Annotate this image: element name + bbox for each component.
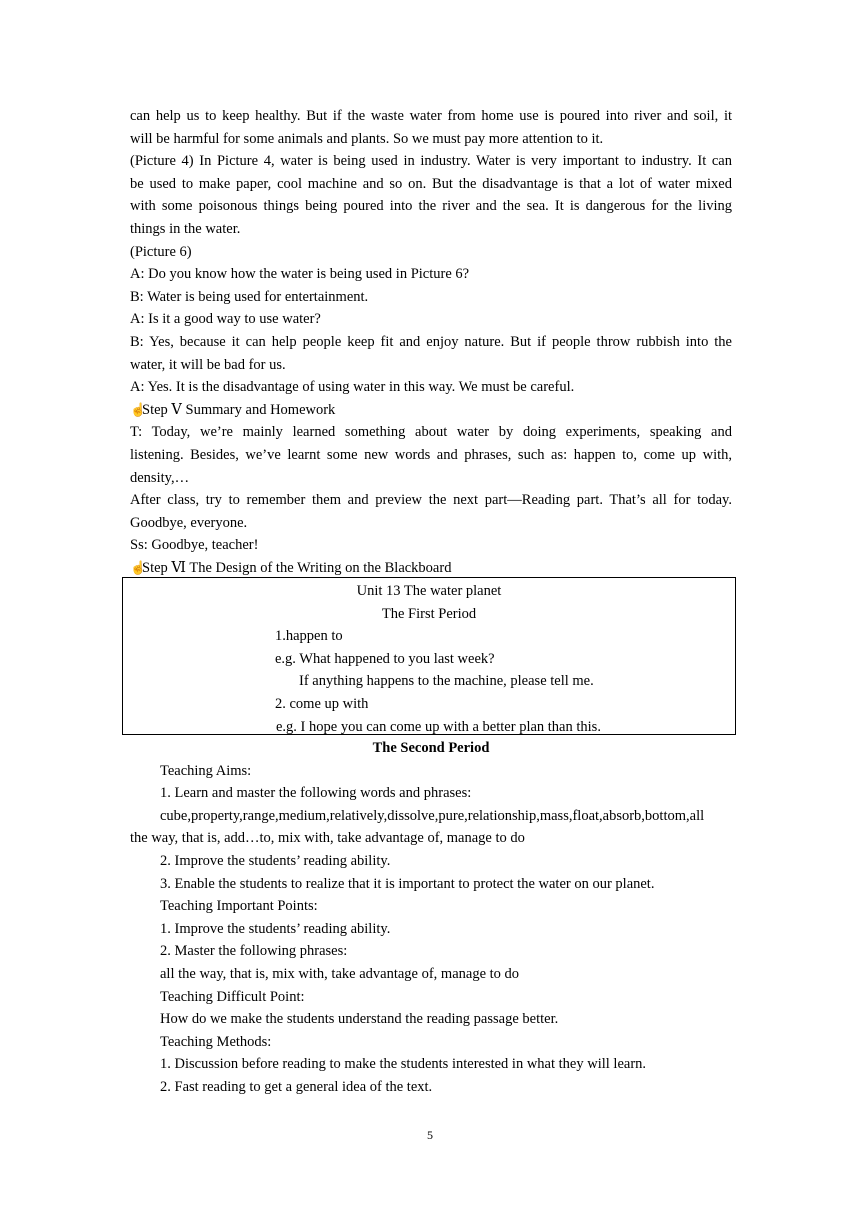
blackboard-line: e.g. What happened to you last week? [275, 650, 495, 667]
body-text [130, 105, 732, 579]
paragraph-line: density,… [130, 469, 190, 486]
phrases-line: all the way, that is, mix with, take advantage of, manage to do [160, 965, 520, 982]
label-line: Teaching Difficult Point: [160, 988, 305, 1005]
dialogue-line: A: Yes. It is the disadvantage of using water in this way. We must be careful. [130, 379, 575, 396]
label-line: Teaching Methods: [160, 1033, 272, 1050]
blackboard-line: e.g. I hope you can come up with a better plan than this. [276, 718, 601, 735]
words-line: cube,property,range,medium,relatively,dissolve,pure,relationship,mass,float,absorb,bottom,all [160, 807, 705, 824]
list-item: 3. Enable the students to realize that it is important to protect the water on our planet. [160, 875, 655, 892]
blackboard-line: If anything happens to the machine, please tell me. [299, 673, 594, 690]
paragraph-line: T: Today, we’re mainly learned something about water by doing experiments, speaking and [130, 424, 732, 441]
label-line: Teaching Important Points: [160, 898, 318, 915]
section-heading: The Second Period [372, 740, 490, 756]
blackboard-line: 2. come up with [275, 696, 369, 712]
paragraph-line: (Picture 4) In Picture 4, water is being used in industry. Water is very important to industry. It can [130, 153, 732, 170]
paragraph-line: listening. Besides, we’ve learnt some new words and phrases, such as: happen to, come up with, [130, 446, 732, 463]
paragraph-line: with some poisonous things being poured into the river and the sea. It is dangerous for the living [130, 198, 732, 215]
second-period-section [130, 737, 732, 1099]
pointing-hand-icon: ☝ [130, 401, 147, 417]
blackboard-box [122, 577, 736, 735]
paragraph-line: Ss: Goodbye, teacher! [130, 537, 259, 554]
paragraph-line: will be harmful for some animals and plants. So we must pay more attention to it. [130, 130, 604, 147]
paragraph-line: can help us to keep healthy. But if the waste water from home use is poured into river and soil, it [130, 108, 732, 124]
paragraph-line: Goodbye, everyone. [130, 514, 248, 531]
dialogue-line: water, it will be bad for us. [130, 356, 286, 373]
blackboard-line: 1.happen to [275, 628, 343, 645]
paragraph-line: be used to make paper, cool machine and so on. But the disadvantage is that a lot of water mixed [130, 175, 732, 192]
label-line: Teaching Aims: [160, 762, 252, 779]
dialogue-line: B: Yes, because it can help people keep fit and enjoy nature. But if people throw rubbish into the [130, 333, 732, 350]
paragraph-line: After class, try to remember them and preview the next part—Reading part. That’s all for today. [130, 492, 732, 509]
list-item: 1. Learn and master the following words and phrases: [160, 785, 472, 802]
step-label: Step Ⅴ Summary and Homework [142, 401, 336, 418]
page-number: 5 [427, 1128, 433, 1142]
dialogue-line: A: Do you know how the water is being used in Picture 6? [130, 266, 470, 283]
paragraph-line: things in the water. [130, 220, 241, 237]
list-item: 2. Master the following phrases: [160, 943, 348, 960]
paragraph-line: (Picture 6) [130, 243, 192, 260]
list-item: 2. Improve the students’ reading ability. [160, 852, 391, 869]
words-line: the way, that is, add…to, mix with, take advantage of, manage to do [130, 830, 525, 847]
dialogue-line: A: Is it a good way to use water? [130, 311, 321, 328]
paragraph-line: How do we make the students understand the reading passage better. [160, 1011, 559, 1028]
blackboard-title: Unit 13 The water planet [356, 583, 502, 599]
step-label: Step Ⅵ The Design of the Writing on the Blackboard [142, 559, 452, 576]
step-heading [130, 399, 732, 422]
pointing-hand-icon: ☝ [130, 559, 147, 575]
list-item: 2. Fast reading to get a general idea of the text. [160, 1078, 433, 1095]
dialogue-line: B: Water is being used for entertainment. [130, 288, 369, 305]
list-item: 1. Improve the students’ reading ability. [160, 920, 391, 937]
blackboard-subtitle: The First Period [381, 605, 477, 622]
list-item: 1. Discussion before reading to make the students interested in what they will learn. [160, 1056, 647, 1073]
